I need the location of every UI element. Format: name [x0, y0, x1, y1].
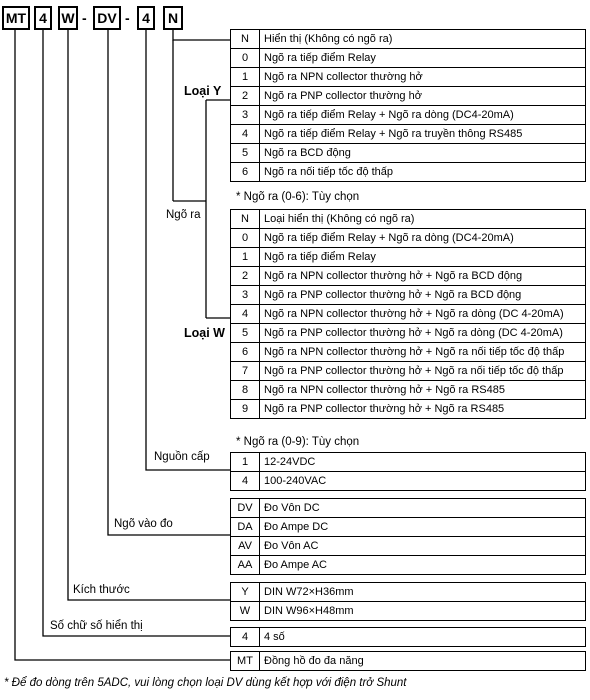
table-row	[231, 286, 586, 305]
option-code: 8	[231, 381, 260, 400]
option-code: Y	[231, 583, 260, 602]
table-row	[231, 400, 586, 419]
option-desc: Ngõ ra NPN collector thường hở + Ngõ ra nối tiếp tốc độ thấp	[260, 343, 586, 362]
code-box-size: W	[58, 6, 78, 30]
table-row	[231, 381, 586, 400]
table-row	[231, 210, 586, 229]
option-desc: Đo Vôn AC	[260, 537, 586, 556]
table-row	[231, 583, 586, 602]
option-desc: Đo Ampe DC	[260, 518, 586, 537]
option-code: DA	[231, 518, 260, 537]
option-desc: Ngõ ra PNP collector thường hở + Ngõ ra dòng (DC 4-20mA)	[260, 324, 586, 343]
option-code: 9	[231, 400, 260, 419]
input-type-table	[230, 498, 586, 575]
table-row	[231, 49, 586, 68]
option-desc: Ngõ ra nối tiếp tốc độ thấp	[260, 163, 586, 182]
code-separator: -	[125, 10, 130, 26]
option-desc: Ngõ ra tiếp điểm Relay + Ngõ ra truyền thông RS485	[260, 125, 586, 144]
table-row	[231, 453, 586, 472]
option-desc: Ngõ ra PNP collector thường hở + Ngõ ra BCD động	[260, 286, 586, 305]
digits-table	[230, 627, 586, 647]
option-code: MT	[231, 652, 260, 671]
option-code: 5	[231, 324, 260, 343]
table-row	[231, 68, 586, 87]
table-row	[231, 125, 586, 144]
option-desc: Ngõ ra tiếp điểm Relay + Ngõ ra dòng (DC4-20mA)	[260, 229, 586, 248]
table-row	[231, 556, 586, 575]
option-code: 3	[231, 106, 260, 125]
option-code: 5	[231, 144, 260, 163]
label-so-chu-so: Số chữ số hiển thị	[50, 620, 143, 632]
option-code: 6	[231, 163, 260, 182]
option-code: 4	[231, 472, 260, 491]
option-desc: 12-24VDC	[260, 453, 586, 472]
option-code: DV	[231, 499, 260, 518]
label-kich-thuoc: Kích thước	[73, 584, 130, 596]
option-desc: DIN W72×H36mm	[260, 583, 586, 602]
table-row	[231, 628, 586, 647]
size-table	[230, 582, 586, 621]
table-row	[231, 305, 586, 324]
option-desc: Đo Vôn DC	[260, 499, 586, 518]
table-row	[231, 362, 586, 381]
code-box-series: MT	[2, 6, 30, 30]
table-row	[231, 652, 586, 671]
option-code: 1	[231, 68, 260, 87]
note-output-y: * Ngõ ra (0-6): Tùy chọn	[236, 191, 360, 203]
table-row	[231, 163, 586, 182]
option-desc: Ngõ ra tiếp điểm Relay + Ngõ ra dòng (DC4-20mA)	[260, 106, 586, 125]
option-code: 3	[231, 286, 260, 305]
option-desc: DIN W96×H48mm	[260, 602, 586, 621]
option-code: 7	[231, 362, 260, 381]
table-row	[231, 499, 586, 518]
option-desc: Ngõ ra PNP collector thường hở + Ngõ ra nối tiếp tốc độ thấp	[260, 362, 586, 381]
table-row	[231, 229, 586, 248]
option-desc: Đo Ampe AC	[260, 556, 586, 575]
label-nguon-cap: Nguồn cấp	[154, 451, 210, 463]
option-desc: Đồng hồ đo đa năng	[260, 652, 586, 671]
option-code: 4	[231, 628, 260, 647]
table-row	[231, 343, 586, 362]
option-code: N	[231, 210, 260, 229]
option-desc: Hiển thị (Không có ngõ ra)	[260, 30, 586, 49]
option-desc: Ngõ ra NPN collector thường hở	[260, 68, 586, 87]
table-row	[231, 537, 586, 556]
option-code: 1	[231, 453, 260, 472]
option-desc: Ngõ ra NPN collector thường hở + Ngõ ra BCD động	[260, 267, 586, 286]
option-desc: 100-240VAC	[260, 472, 586, 491]
option-code: N	[231, 30, 260, 49]
label-loai-w: Loại W	[184, 326, 225, 340]
note-output-w: * Ngõ ra (0-9): Tùy chọn	[236, 436, 360, 448]
option-desc: Ngõ ra tiếp điểm Relay	[260, 248, 586, 267]
table-row	[231, 518, 586, 537]
footnote: * Để đo dòng trên 5ADC, vui lòng chọn loại DV dùng kết hợp với điện trở Shunt	[4, 677, 407, 689]
option-desc: Loại hiển thị (Không có ngõ ra)	[260, 210, 586, 229]
option-desc: Ngõ ra NPN collector thường hở + Ngõ ra dòng (DC 4-20mA)	[260, 305, 586, 324]
option-desc: 4 số	[260, 628, 586, 647]
option-code: AV	[231, 537, 260, 556]
option-desc: Ngõ ra PNP collector thường hở + Ngõ ra RS485	[260, 400, 586, 419]
option-code: 1	[231, 248, 260, 267]
table-row	[231, 30, 586, 49]
code-box-digits: 4	[34, 6, 52, 30]
option-code: 4	[231, 305, 260, 324]
code-box-power: 4	[137, 6, 155, 30]
option-desc: Ngõ ra NPN collector thường hở + Ngõ ra RS485	[260, 381, 586, 400]
label-ngo-ra: Ngõ ra	[166, 209, 201, 221]
product-type-table	[230, 651, 586, 671]
option-code: W	[231, 602, 260, 621]
table-row	[231, 106, 586, 125]
output-type-w-table	[230, 209, 586, 419]
option-code: 2	[231, 87, 260, 106]
power-supply-table	[230, 452, 586, 491]
option-code: 4	[231, 125, 260, 144]
table-row	[231, 324, 586, 343]
option-desc: Ngõ ra BCD động	[260, 144, 586, 163]
option-code: 0	[231, 229, 260, 248]
table-row	[231, 602, 586, 621]
output-type-y-table	[230, 29, 586, 182]
table-row	[231, 472, 586, 491]
option-code: AA	[231, 556, 260, 575]
label-loai-y: Loại Y	[184, 84, 222, 98]
table-row	[231, 144, 586, 163]
table-row	[231, 248, 586, 267]
table-row	[231, 87, 586, 106]
code-box-output: N	[163, 6, 183, 30]
table-row	[231, 267, 586, 286]
option-code: 2	[231, 267, 260, 286]
label-ngo-vao-do: Ngõ vào đo	[114, 518, 173, 530]
code-box-input: DV	[93, 6, 121, 30]
option-code: 6	[231, 343, 260, 362]
option-desc: Ngõ ra PNP collector thường hở	[260, 87, 586, 106]
option-desc: Ngõ ra tiếp điểm Relay	[260, 49, 586, 68]
option-code: 0	[231, 49, 260, 68]
code-separator: -	[82, 10, 87, 26]
